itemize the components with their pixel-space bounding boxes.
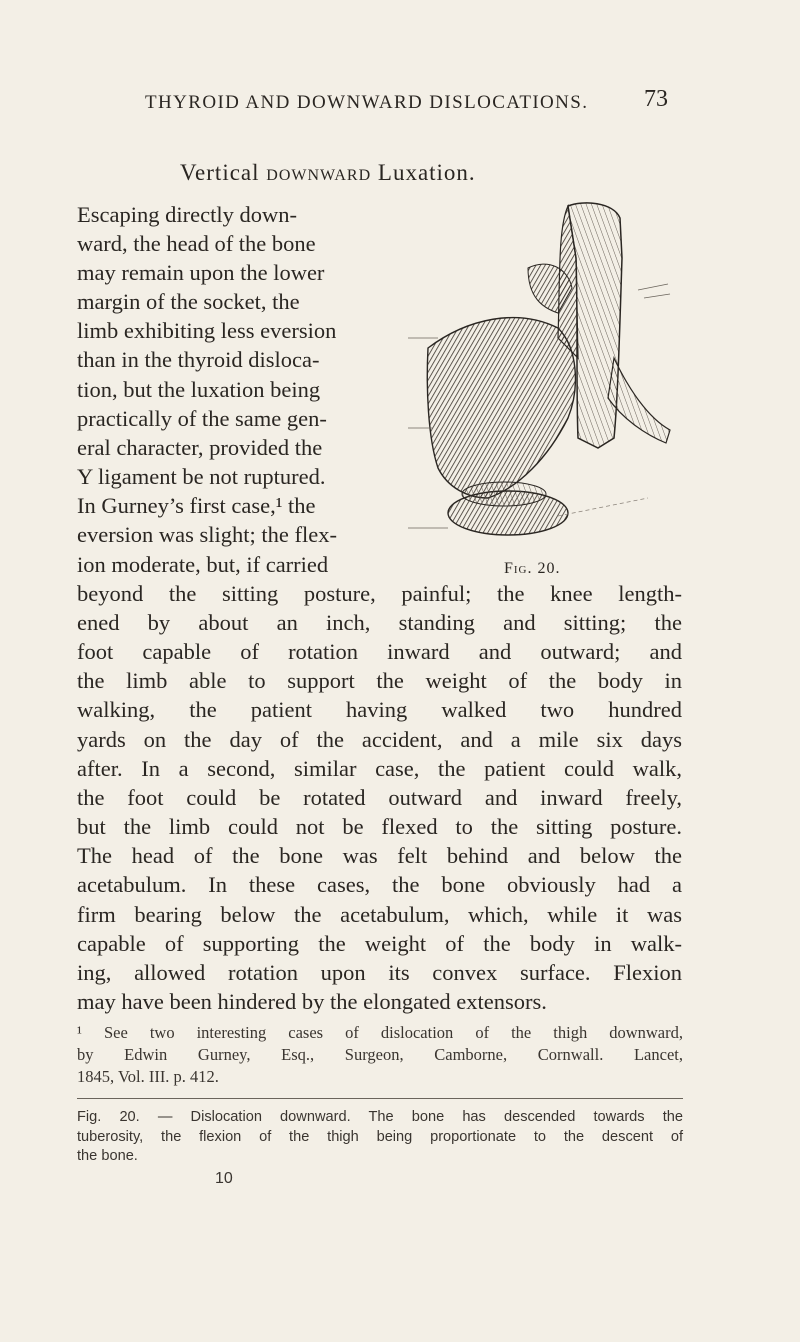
figure-caption xyxy=(77,1108,683,1167)
footnote-line: 1845, Vol. III. p. 412. xyxy=(77,1067,219,1086)
footnote-line: by Edwin Gurney, Esq., Surgeon, Camborne, Cornwall. Lancet, xyxy=(77,1045,683,1064)
caption-divider xyxy=(77,1098,683,1099)
section-title xyxy=(180,160,700,186)
text-line: but the limb could not be flexed to the sitting posture. xyxy=(77,814,682,839)
running-head: THYROID AND DOWNWARD DISLOCATIONS. xyxy=(145,92,589,113)
text-line: eversion was slight; the flex- xyxy=(77,522,337,547)
text-line: capable of supporting the weight of the body in walk- xyxy=(77,931,682,956)
text-line: may remain upon the lower xyxy=(77,260,325,285)
text-line: may have been hindered by the elongated extensors. xyxy=(77,989,547,1014)
femur-illustration-icon xyxy=(408,198,678,570)
page-number: 73 xyxy=(644,86,668,112)
text-line: yards on the day of the accident, and a mile six days xyxy=(77,727,682,752)
text-line: ened by about an inch, standing and sitting; the xyxy=(77,610,682,635)
text-line: practically of the same gen- xyxy=(77,406,327,431)
text-line: Y ligament be not ruptured. xyxy=(77,464,326,489)
text-line: Escaping directly down- xyxy=(77,202,297,227)
text-line: the limb able to support the weight of the body in xyxy=(77,668,682,693)
text-line: ward, the head of the bone xyxy=(77,231,316,256)
text-line: walking, the patient having walked two hundred xyxy=(77,697,682,722)
text-line: after. In a second, similar case, the patient could walk, xyxy=(77,756,682,781)
text-line: the foot could be rotated outward and inward freely, xyxy=(77,785,682,810)
text-line: acetabulum. In these cases, the bone obviously had a xyxy=(77,872,682,897)
text-line: The head of the bone was felt behind and below the xyxy=(77,843,682,868)
text-line: margin of the socket, the xyxy=(77,289,300,314)
caption-line: the bone. xyxy=(77,1148,138,1164)
caption-line: tuberosity, the flexion of the thigh being proportionate to the descent of xyxy=(77,1128,683,1145)
text-line: foot capable of rotation inward and outward; and xyxy=(77,639,682,664)
text-line: limb exhibiting less eversion xyxy=(77,318,337,343)
figure-label: Fig. 20. xyxy=(504,560,561,577)
section-title-word-1: Vertical xyxy=(180,160,260,185)
section-title-word-3: Luxation. xyxy=(377,160,476,185)
signature-mark: 10 xyxy=(215,1170,233,1187)
text-line: ion moderate, but, if carried xyxy=(77,552,329,577)
text-line: tion, but the luxation being xyxy=(77,377,321,402)
text-line: ing, allowed rotation upon its convex surface. Flexion xyxy=(77,960,682,985)
text-line: eral character, provided the xyxy=(77,435,323,460)
text-line: In Gurney’s first case,¹ the xyxy=(77,493,316,518)
text-line: than in the thyroid disloca- xyxy=(77,347,320,372)
text-line: firm bearing below the acetabulum, which, while it was xyxy=(77,902,682,927)
text-line: beyond the sitting posture, painful; the knee length- xyxy=(77,581,682,606)
section-title-word-2: downward xyxy=(266,160,372,185)
caption-line: Fig. 20. — Dislocation downward. The bone has descended towards the xyxy=(77,1109,683,1125)
footnote-line: ¹ See two interesting cases of dislocation of the thigh downward, xyxy=(77,1023,683,1042)
footnote xyxy=(77,1022,683,1088)
